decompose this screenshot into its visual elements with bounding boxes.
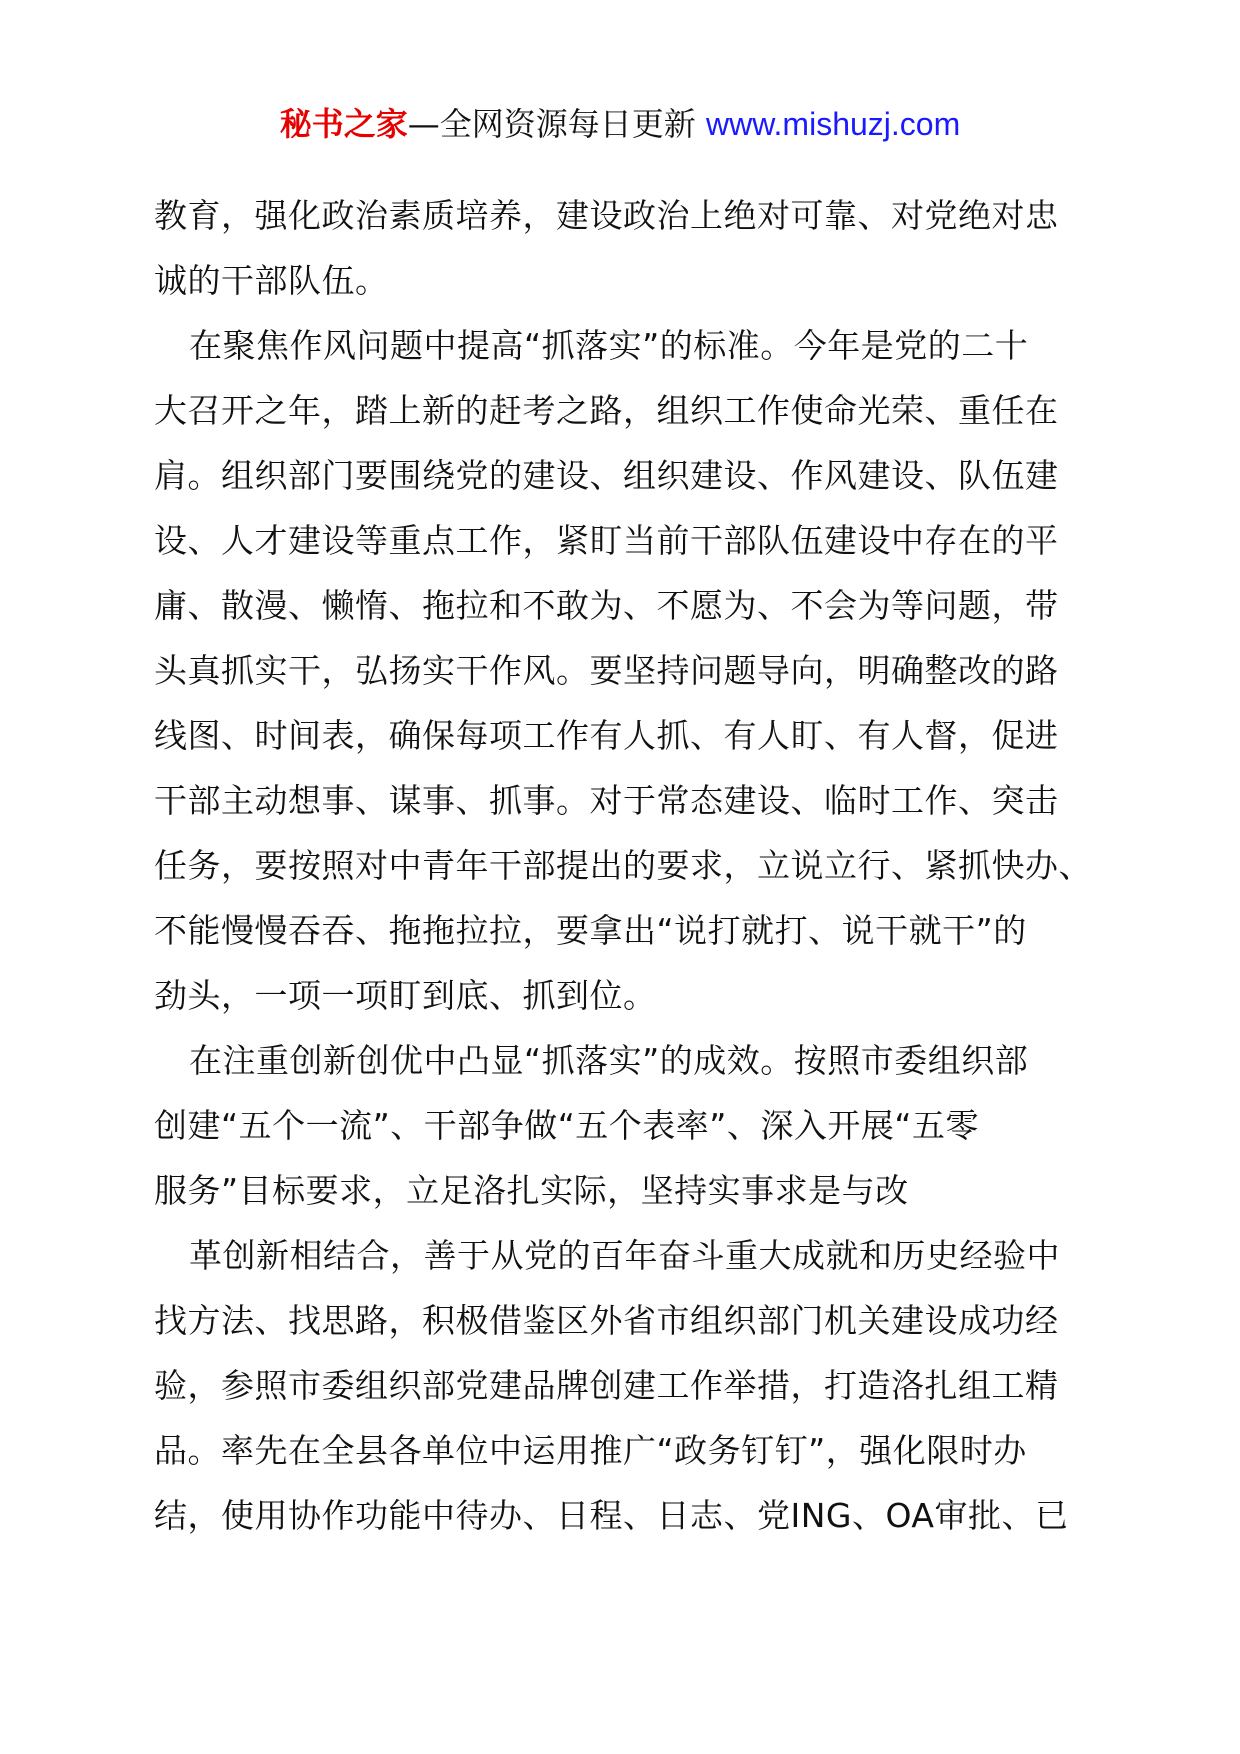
paragraph-start-line: 在聚焦作风问题中提高“抓落实”的标准。今年是党的二十 xyxy=(189,326,1029,365)
text-line: 大召开之年，踏上新的赶考之路，组织工作使命光荣、重任在 xyxy=(154,391,1059,430)
text-line: 庸、散漫、懒惰、拖拉和不敢为、不愿为、不会为等问题，带 xyxy=(154,586,1059,625)
document-body xyxy=(154,183,1094,1548)
text-line: 结，使用协作功能中待办、日程、日志、党ING、OA审批、已 xyxy=(154,1496,1069,1535)
text-line: 不能慢慢吞吞、拖拖拉拉，要拿出“说打就打、说干就干”的 xyxy=(154,911,1027,950)
text-line: 找方法、找思路，积极借鉴区外省市组织部门机关建设成功经 xyxy=(154,1301,1059,1340)
text-line: 服务”目标要求，立足洛扎实际，坚持实事求是与改 xyxy=(154,1171,909,1210)
text-line: 教育，强化政治素质培养，建设政治上绝对可靠、对党绝对忠 xyxy=(154,196,1059,235)
text-line: 肩。组织部门要围绕党的建设、组织建设、作风建设、队伍建 xyxy=(154,456,1059,495)
text-line: 设、人才建设等重点工作，紧盯当前干部队伍建设中存在的平 xyxy=(154,521,1059,560)
text-line: 劲头，一项一项盯到底、抓到位。 xyxy=(154,976,657,1015)
paragraph-start-line: 在注重创新创优中凸显“抓落实”的成效。按照市委组织部 xyxy=(189,1041,1029,1080)
text-line: 诚的干部队伍。 xyxy=(154,261,389,300)
page-header xyxy=(0,102,1240,146)
header-tagline: —全网资源每日更新 xyxy=(407,105,696,143)
website-link[interactable]: www.mishuzj.com xyxy=(705,106,961,142)
text-line: 头真抓实干，弘扬实干作风。要坚持问题导向，明确整改的路 xyxy=(154,651,1059,690)
brand-name: 秘书之家 xyxy=(279,105,408,143)
text-line: 品。率先在全县各单位中运用推广“政务钉钉”，强化限时办 xyxy=(154,1431,1027,1470)
text-line: 验，参照市委组织部党建品牌创建工作举措，打造洛扎组工精 xyxy=(154,1366,1059,1405)
text-line: 创建“五个一流”、干部争做“五个表率”、深入开展“五零 xyxy=(154,1106,979,1145)
text-line: 线图、时间表，确保每项工作有人抓、有人盯、有人督，促进 xyxy=(154,716,1059,755)
text-line: 任务，要按照对中青年干部提出的要求，立说立行、紧抓快办、 xyxy=(154,846,1092,885)
text-line: 干部主动想事、谋事、抓事。对于常态建设、临时工作、突击 xyxy=(154,781,1059,820)
paragraph-start-line: 革创新相结合，善于从党的百年奋斗重大成就和历史经验中 xyxy=(189,1236,1060,1275)
